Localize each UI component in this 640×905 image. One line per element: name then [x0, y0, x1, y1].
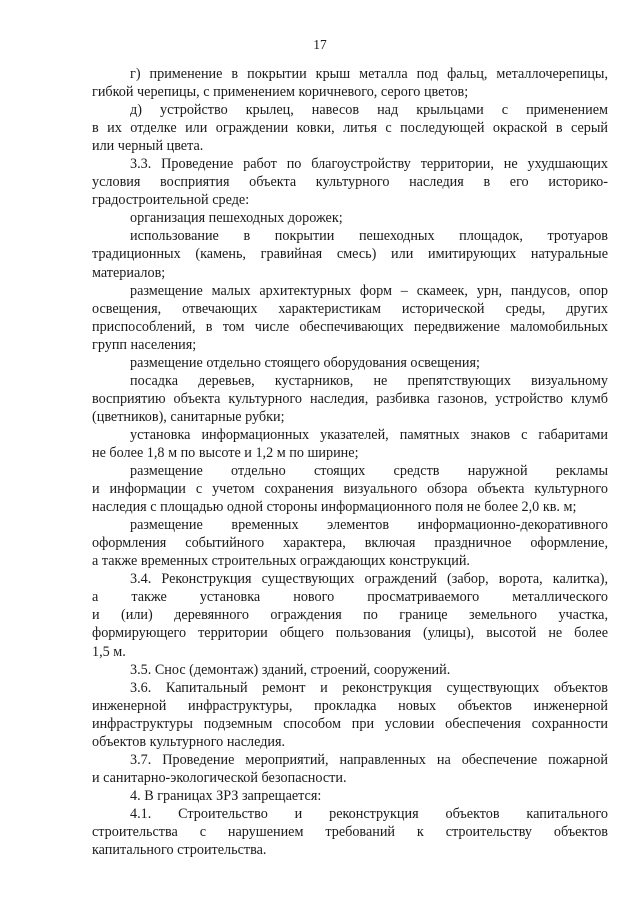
paragraph-line: не более 1,8 м по высоте и 1,2 м по ширине;	[92, 444, 359, 461]
paragraph-line: в их отделке или ограждении ковки, литья с последующей окраской в серый	[92, 120, 608, 137]
paragraph-line: установка информационных указателей, памятных знаков с габаритами	[130, 426, 608, 443]
paragraph-line: строительства с нарушением требований к строительству объектов	[92, 823, 608, 840]
document-body	[92, 65, 608, 859]
paragraph-line: или черный цвета.	[92, 138, 204, 155]
paragraph-line: капитального строительства.	[92, 842, 267, 859]
paragraph-line: размещение отдельно стоящего оборудования освещения;	[130, 354, 480, 371]
paragraph-line: размещение отдельно стоящих средств наружной рекламы	[130, 463, 608, 480]
paragraph-line: а также установка нового просматриваемого металлического	[92, 589, 608, 606]
paragraph-line: организация пешеходных дорожек;	[130, 210, 343, 227]
paragraph-line: размещение временных элементов информационно-декоративного	[130, 517, 608, 534]
paragraph-line: инженерной инфраструктуры, прокладка новых объектов инженерной	[92, 697, 608, 714]
paragraph-line: материалов;	[92, 264, 166, 281]
paragraph-line: и санитарно-экологической безопасности.	[92, 769, 347, 786]
paragraph-line: 3.5. Снос (демонтаж) зданий, строений, сооружений.	[130, 661, 451, 678]
paragraph-line: 1,5 м.	[92, 643, 126, 660]
paragraph-line: 3.7. Проведение мероприятий, направленных на обеспечение пожарной	[130, 751, 608, 768]
paragraph-line: оформления событийного характера, включая праздничное оформление,	[92, 535, 608, 552]
page-number: 17	[313, 37, 327, 52]
paragraph-line: 3.4. Реконструкция существующих ограждений (забор, ворота, калитка),	[130, 571, 608, 588]
paragraph-line: а также временных строительных ограждающих конструкций.	[92, 553, 470, 570]
paragraph-line: наследия с площадью одной стороны информационного поля не более 2,0 кв. м;	[92, 499, 577, 516]
paragraph-line: посадка деревьев, кустарников, не препятствующих визуальному	[130, 372, 608, 389]
paragraph-line: инфраструктуры подземным способом при условии обеспечения сохранности	[92, 715, 608, 732]
paragraph-line: 3.3. Проведение работ по благоустройству территории, не ухудшающих	[130, 156, 608, 173]
paragraph-line: гибкой черепицы, с применением коричневого, серого цветов;	[92, 84, 469, 101]
paragraph-line: д) устройство крылец, навесов над крыльцами с применением	[130, 102, 608, 119]
paragraph-line: и (или) деревянного ограждения по границе земельного участка,	[92, 607, 608, 624]
paragraph-line: освещения, отвечающих характеристикам исторической среды, других	[92, 300, 608, 317]
paragraph-line: приспособлений, в том числе обеспечивающих передвижение маломобильных	[92, 318, 608, 335]
paragraph-line: (цветников), санитарные рубки;	[92, 408, 285, 425]
paragraph-line: 4.1. Строительство и реконструкция объектов капитального	[130, 805, 608, 822]
paragraph-line: групп населения;	[92, 336, 197, 353]
paragraph-line: восприятию объекта культурного наследия, разбивка газонов, устройство клумб	[92, 390, 608, 407]
paragraph-line: и информации с учетом сохранения визуального обзора объекта культурного	[92, 481, 608, 498]
paragraph-line: градостроительной среде:	[92, 192, 250, 209]
paragraph-line: традиционных (камень, гравийная смесь) или имитирующих натуральные	[92, 246, 608, 263]
paragraph-line: г) применение в покрытии крыш металла под фальц, металлочерепицы,	[130, 66, 608, 82]
paragraph-line: формирующего территории общего пользования (улицы), высотой не более	[92, 625, 608, 642]
paragraph-line: 3.6. Капитальный ремонт и реконструкция существующих объектов	[130, 679, 608, 696]
paragraph-line: размещение малых архитектурных форм – скамеек, урн, пандусов, опор	[130, 282, 608, 299]
paragraph-line: условия восприятия объекта культурного наследия в его историко-	[92, 174, 608, 191]
paragraph-line: использование в покрытии пешеходных площадок, тротуаров	[130, 228, 608, 245]
paragraph-line: 4. В границах ЗРЗ запрещается:	[130, 787, 322, 804]
paragraph-line: объектов культурного наследия.	[92, 733, 286, 750]
